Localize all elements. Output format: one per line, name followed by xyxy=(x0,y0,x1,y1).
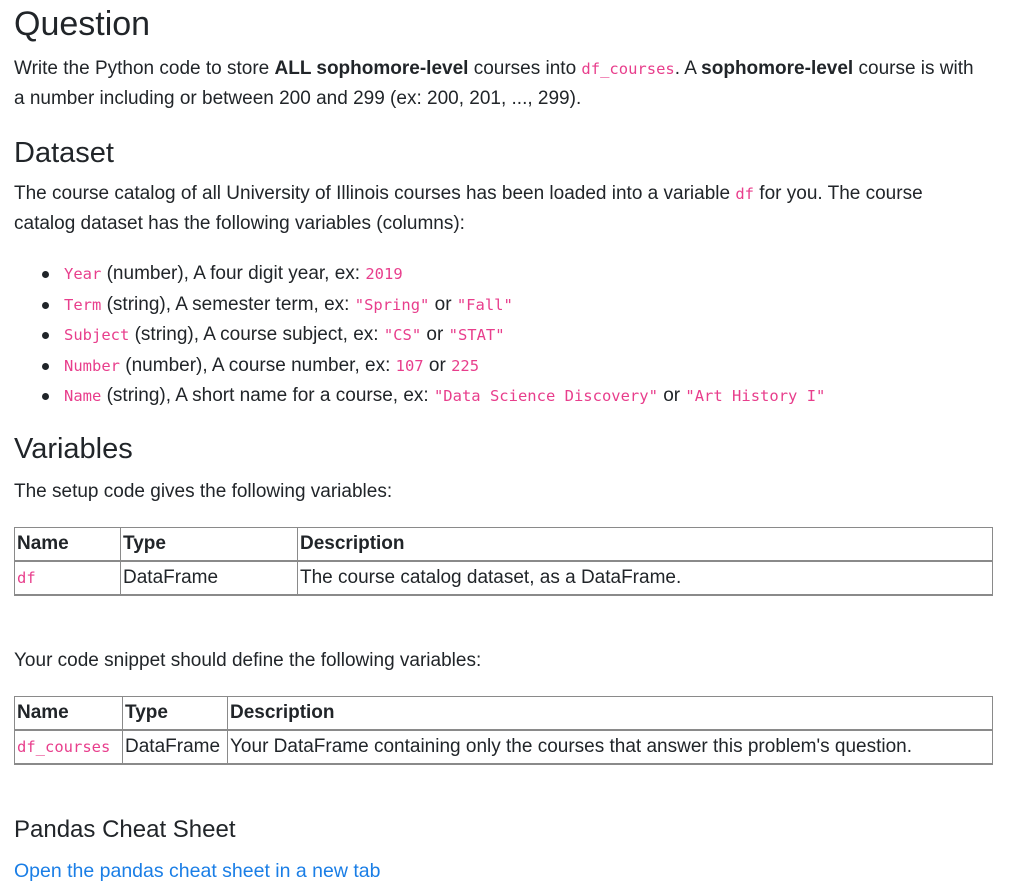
column-name: Name xyxy=(64,387,102,405)
variable-name: df xyxy=(17,569,36,587)
column-example: 107 xyxy=(395,356,424,375)
variable-type-cell: DataFrame xyxy=(123,730,228,764)
column-example: 2019 xyxy=(365,265,403,283)
column-example: "Art History I" xyxy=(685,387,826,405)
question-text-part: course is with a number including or between 200 and 299 (ex: 200, 201, ..., 299). xyxy=(14,58,974,109)
setup-variables-text: The setup code gives the following variables: xyxy=(14,481,393,502)
cheat-sheet-link[interactable]: Open the pandas cheat sheet in a new tab xyxy=(14,860,381,882)
list-item xyxy=(64,351,825,382)
column-description: (number), A four digit year, ex: xyxy=(101,263,366,284)
table-header-row xyxy=(15,697,993,731)
dataset-code-variable: df xyxy=(735,185,755,203)
table-row xyxy=(15,730,993,764)
column-header-description: Description xyxy=(298,528,993,562)
question-text-part: . A xyxy=(674,58,702,79)
dataset-column-list xyxy=(14,259,825,412)
variable-description-cell: The course catalog dataset, as a DataFrame. xyxy=(298,561,993,595)
variable-name-cell xyxy=(15,730,123,764)
column-name: Term xyxy=(64,295,102,314)
question-text-part: courses into xyxy=(468,58,582,79)
define-variables-table xyxy=(14,696,993,765)
question-bold-text: sophomore-level xyxy=(701,58,854,79)
column-description: (string), A semester term, ex: xyxy=(101,293,355,315)
column-example: "Spring" xyxy=(354,295,430,314)
variable-name-cell xyxy=(15,561,121,595)
column-header-name: Name xyxy=(15,528,121,562)
list-item xyxy=(64,259,825,290)
question-bold-text: ALL sophomore-level xyxy=(274,58,469,79)
column-name: Year xyxy=(64,265,102,283)
variable-type-cell: DataFrame xyxy=(121,561,298,595)
column-or: or xyxy=(423,354,452,376)
column-header-type: Type xyxy=(123,697,228,731)
variable-name: df_courses xyxy=(17,738,111,756)
list-item xyxy=(64,290,825,321)
question-text xyxy=(14,54,989,114)
dataset-text-part: for you. The course catalog dataset has the following variables (columns): xyxy=(14,183,923,234)
column-or: or xyxy=(657,385,686,406)
list-item xyxy=(64,320,825,351)
column-example: "CS" xyxy=(383,326,422,344)
dataset-text-part: The course catalog of all University of Illinois courses has been loaded into a variable xyxy=(14,183,736,204)
dataset-text xyxy=(14,179,989,239)
column-description: (string), A course subject, ex: xyxy=(129,324,384,345)
cheat-sheet-heading: Pandas Cheat Sheet xyxy=(14,816,236,843)
dataset-heading: Dataset xyxy=(14,137,114,169)
column-example: "STAT" xyxy=(448,326,505,344)
question-code-variable: df_courses xyxy=(581,60,675,78)
table-row xyxy=(15,561,993,595)
column-example: "Data Science Discovery" xyxy=(433,387,658,405)
column-header-description: Description xyxy=(228,697,993,731)
column-name: Subject xyxy=(64,326,130,344)
list-item xyxy=(64,381,825,412)
question-heading: Question xyxy=(14,5,151,43)
column-or: or xyxy=(429,293,457,315)
column-example: "Fall" xyxy=(456,295,513,314)
setup-variables-table xyxy=(14,527,993,596)
column-name: Number xyxy=(64,356,120,375)
column-header-name: Name xyxy=(15,697,123,731)
column-or: or xyxy=(421,324,449,345)
question-text-part: Write the Python code to store xyxy=(14,58,275,79)
column-header-type: Type xyxy=(121,528,298,562)
table-header-row xyxy=(15,528,993,562)
define-variables-text: Your code snippet should define the following variables: xyxy=(14,650,482,671)
column-example: 225 xyxy=(451,356,480,375)
variables-heading: Variables xyxy=(14,433,133,465)
column-description: (number), A course number, ex: xyxy=(120,354,396,376)
column-description: (string), A short name for a course, ex: xyxy=(101,385,434,406)
variable-description-cell: Your DataFrame containing only the courses that answer this problem's question. xyxy=(228,730,993,764)
